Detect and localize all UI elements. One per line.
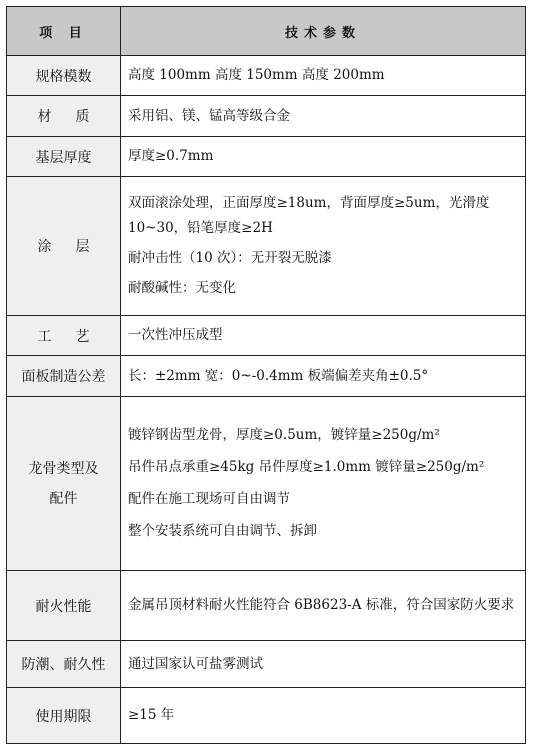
value-line: 高度 100mm 高度 150mm 高度 200mm bbox=[128, 67, 385, 83]
row-name: 工艺 bbox=[7, 316, 121, 356]
value-line: 通过国家认可盐雾测试 bbox=[128, 655, 263, 672]
row-name bbox=[7, 397, 121, 571]
value-line: ≥15 年 bbox=[128, 707, 175, 723]
table-row bbox=[7, 356, 526, 397]
value-line: 采用铝、镁、锰高等级合金 bbox=[128, 107, 290, 124]
row-name: 使用期限 bbox=[7, 688, 121, 744]
row-name: 耐火性能 bbox=[7, 571, 121, 641]
table-row bbox=[7, 137, 526, 177]
row-value bbox=[121, 356, 526, 397]
value-line: 厚度≥0.7mm bbox=[128, 148, 214, 164]
row-name: 防潮、耐久性 bbox=[7, 641, 121, 688]
row-value bbox=[121, 397, 526, 571]
table-row bbox=[7, 641, 526, 688]
header-params: 技术参数 bbox=[121, 7, 526, 56]
value-line: 镀锌钢齿型龙骨，厚度≥0.5um，镀锌量≥250g/m² bbox=[128, 427, 440, 443]
value-line: 金属吊顶材料耐火性能符合 6B8623-A 标准，符合国家防火要求 bbox=[128, 597, 515, 613]
value-line: 整个安装系统可自由调节、拆卸 bbox=[128, 523, 317, 539]
value-line: 长：±2mm 宽：0~-0.4mm 板端偏差夹角±0.5° bbox=[128, 367, 429, 384]
row-value bbox=[121, 316, 526, 356]
row-value bbox=[121, 137, 526, 177]
row-value bbox=[121, 688, 526, 744]
row-value bbox=[121, 96, 526, 137]
row-name: 面板制造公差 bbox=[7, 356, 121, 397]
value-line: 一次性冲压成型 bbox=[128, 327, 223, 343]
table-row bbox=[7, 688, 526, 744]
table-row bbox=[7, 96, 526, 137]
row-value bbox=[121, 56, 526, 96]
row-name: 材质 bbox=[7, 96, 121, 137]
row-name-text: 龙骨类型及配件 bbox=[28, 460, 99, 507]
value-line: 吊件吊点承重≥45kg 吊件厚度≥1.0mm 镀锌量≥250g/m² bbox=[128, 459, 485, 475]
row-name: 基层厚度 bbox=[7, 137, 121, 177]
row-name: 涂层 bbox=[7, 177, 121, 316]
row-name: 规格模数 bbox=[7, 56, 121, 96]
header-row bbox=[7, 7, 526, 56]
table-row bbox=[7, 397, 526, 571]
value-line: 耐冲击性（10 次）：无开裂无脱漆 bbox=[128, 250, 332, 266]
row-value bbox=[121, 177, 526, 316]
table-row bbox=[7, 177, 526, 316]
table-row bbox=[7, 316, 526, 356]
value-line: 配件在施工现场可自由调节 bbox=[128, 491, 290, 507]
row-value bbox=[121, 641, 526, 688]
value-line: 双面滚涂处理，正面厚度≥18um，背面厚度≥5um，光滑度 10~30，铅笔厚度≥2H bbox=[128, 195, 490, 236]
spec-table bbox=[6, 6, 526, 744]
row-value bbox=[121, 571, 526, 641]
table-row bbox=[7, 571, 526, 641]
table-row bbox=[7, 56, 526, 96]
header-item: 项 目 bbox=[7, 7, 121, 56]
value-line: 耐酸碱性：无变化 bbox=[128, 280, 236, 296]
